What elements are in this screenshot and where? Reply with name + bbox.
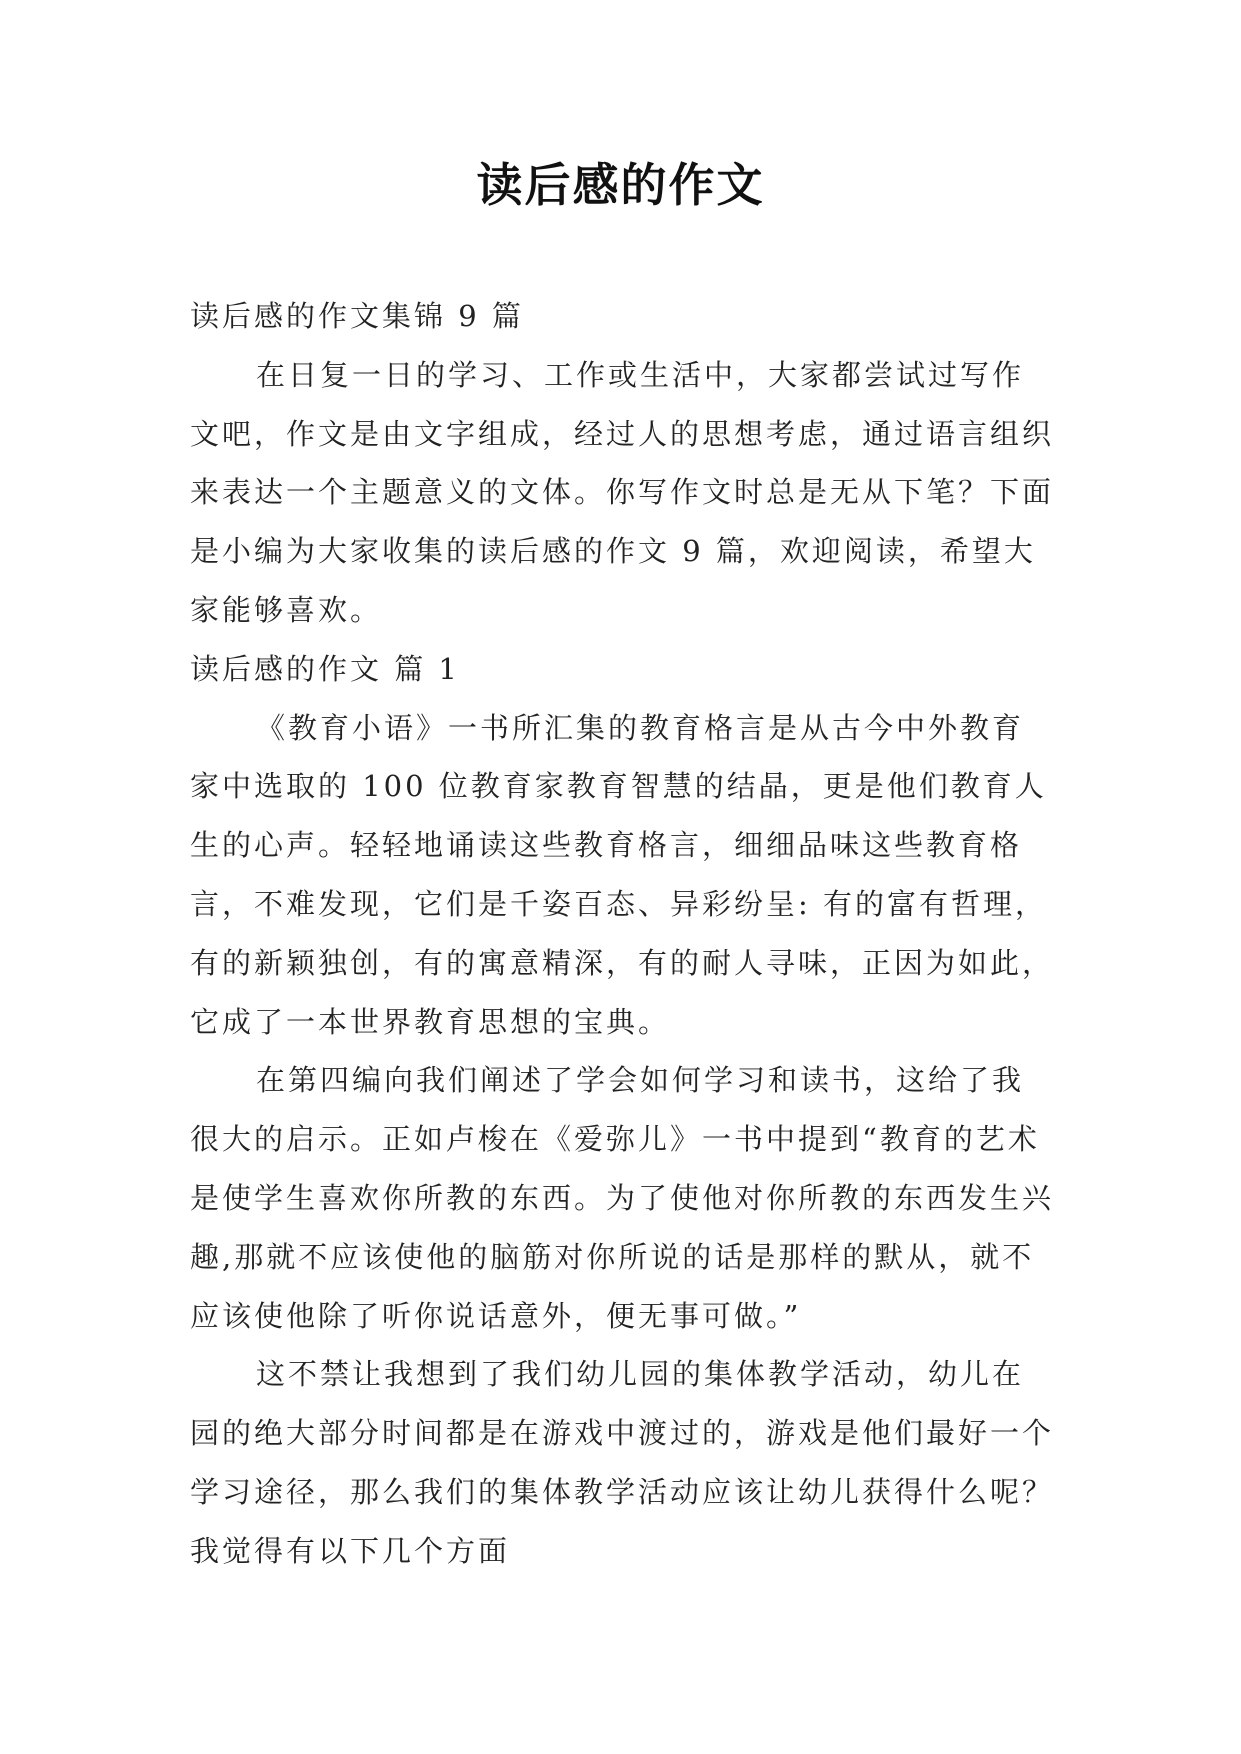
body-paragraph: 在第四编向我们阐述了学会如何学习和读书，这给了我很大的启示。正如卢梭在《爱弥儿》一书中提到“教育的艺术是使学生喜欢你所教的东西。为了使他对你所教的东西发生兴趣,那就不应该使他的脑筋对你所说的话是那样的默从，就不应该使他除了听你说话意外，便无事可做。”: [190, 1063, 1055, 1333]
body-paragraph: 《教育小语》一书所汇集的教育格言是从古今中外教育家中选取的 100 位教育家教育智慧的结晶，更是他们教育人生的心声。轻轻地诵读这些教育格言，细细品味这些教育格言，不难发现，它们是千姿百态、异彩纷呈: 有的富有哲理，有的新颖独创，有的寓意精深，有的耐人寻味，正因为如此，它成了一本世界教育思想的宝典。: [190, 710, 1055, 1039]
document-body: [190, 287, 1055, 1581]
intro-paragraph: 在日复一日的学习、工作或生活中，大家都尝试过写作文吧，作文是由文字组成，经过人的思想考虑，通过语言组织来表达一个主题意义的文体。你写作文时总是无从下笔？下面是小编为大家收集的读后感的作文 9 篇，欢迎阅读，希望大家能够喜欢。: [190, 357, 1055, 627]
body-paragraph: 这不禁让我想到了我们幼儿园的集体教学活动，幼儿在园的绝大部分时间都是在游戏中渡过的，游戏是他们最好一个学习途径，那么我们的集体教学活动应该让幼儿获得什么呢？我觉得有以下几个方面: [190, 1357, 1055, 1568]
document-title: 读后感的作文: [476, 158, 765, 212]
document-subtitle: 读后感的作文集锦 9 篇: [190, 299, 524, 333]
section-heading: 读后感的作文 篇 1: [190, 651, 460, 686]
